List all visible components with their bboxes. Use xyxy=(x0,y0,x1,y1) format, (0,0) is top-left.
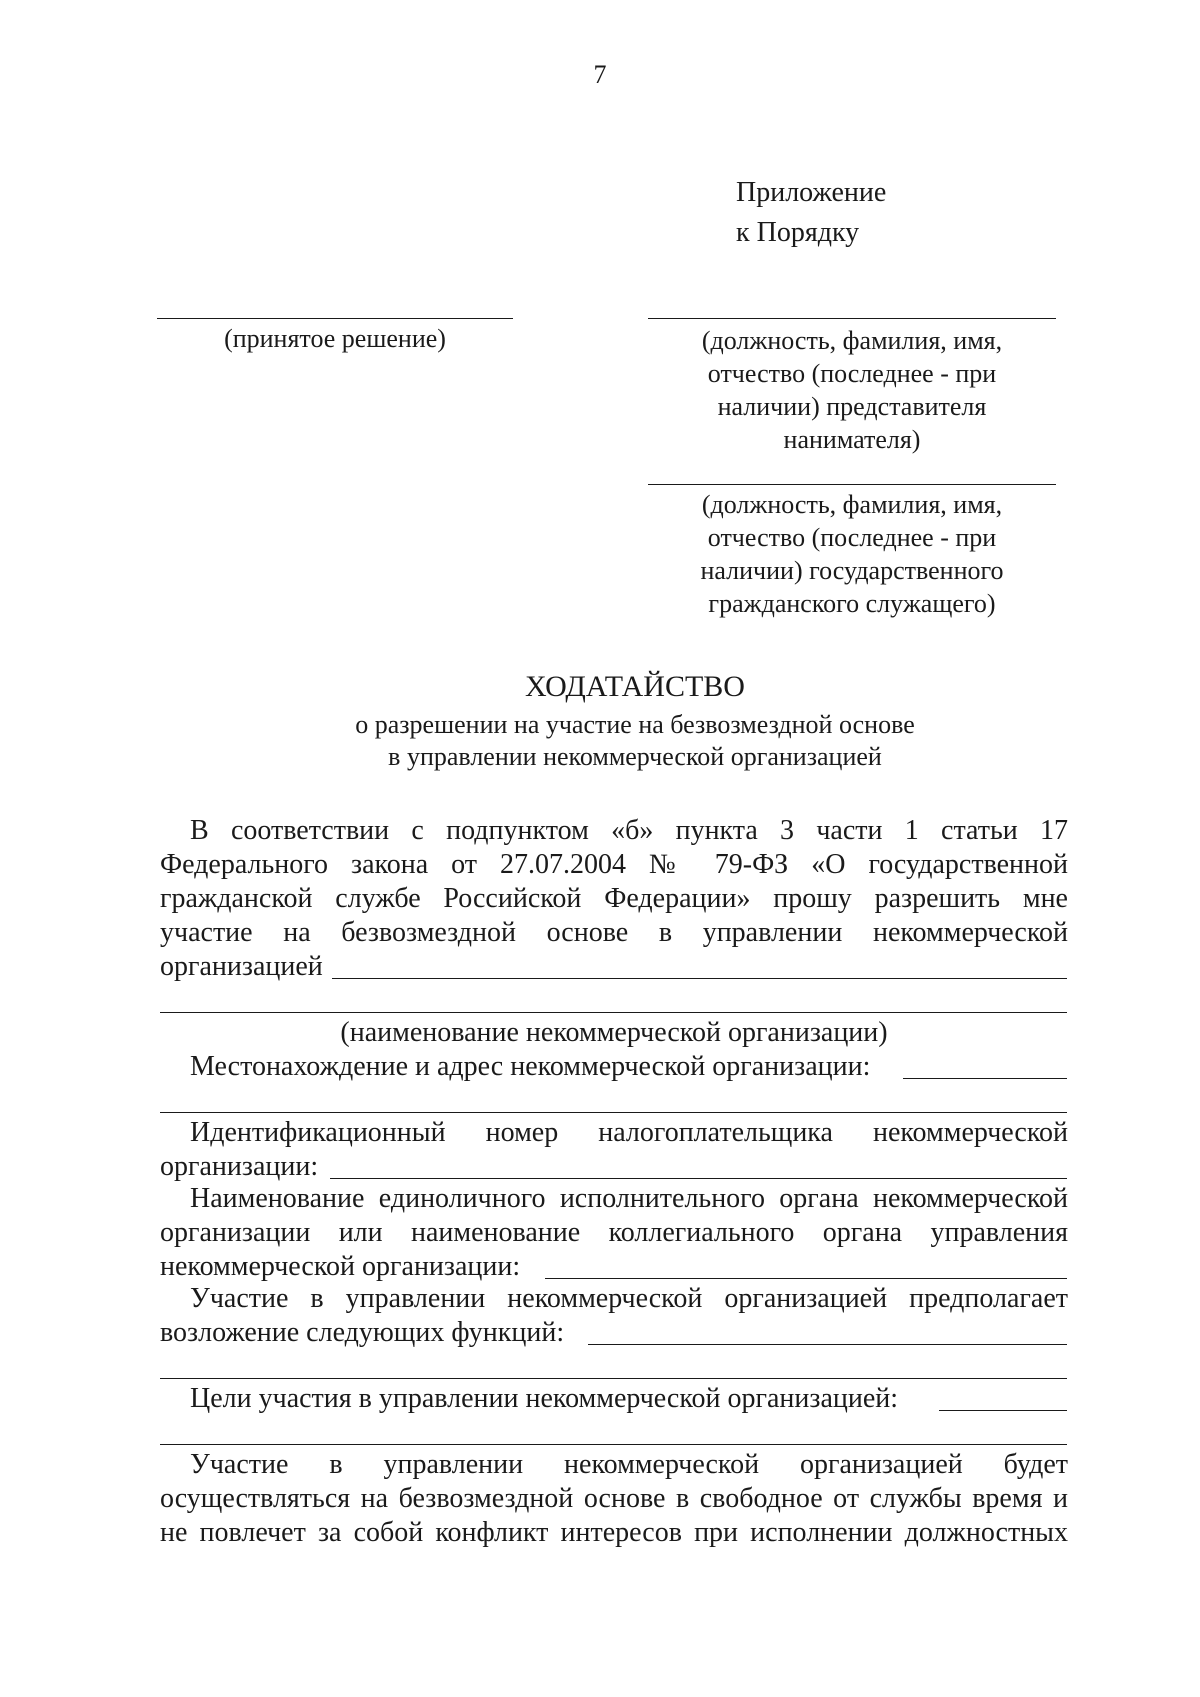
caption-line: отчество (последнее - при xyxy=(707,359,997,388)
body-line: Федерального закона от 27.07.2004 № 79-ФЗ «О государственной xyxy=(160,849,1068,880)
address-label: Местонахождение и адрес некоммерческой организации: xyxy=(190,1051,871,1082)
representative-caption xyxy=(640,324,1064,456)
servant-line xyxy=(648,484,1056,485)
body-line: организацией xyxy=(160,951,323,982)
body-line: некоммерческой организации: xyxy=(160,1251,521,1282)
body-line: возложение следующих функций: xyxy=(160,1317,565,1348)
functions-field-continued xyxy=(160,1378,1067,1379)
document-title: ХОДАТАЙСТВО xyxy=(525,670,745,703)
document-subtitle-1: о разрешении на участие на безвозмездной основе xyxy=(355,710,915,739)
caption-line: нанимателя) xyxy=(783,425,921,454)
decision-caption: (принятое решение) xyxy=(224,324,446,353)
caption-line: отчество (последнее - при xyxy=(707,523,997,552)
inn-label: Идентификационный номер налогоплательщика некоммерческой xyxy=(190,1117,1068,1148)
org-name-field-continued xyxy=(160,1012,1067,1013)
appendix-title: Приложение xyxy=(736,177,887,208)
caption-line: наличии) государственного xyxy=(700,556,1004,585)
body-line: не повлечет за собой конфликт интересов при исполнении должностных xyxy=(160,1517,1068,1548)
org-name-caption: (наименование некоммерческой организации) xyxy=(340,1017,888,1048)
goals-field xyxy=(939,1410,1067,1411)
representative-line xyxy=(648,318,1056,319)
functions-field xyxy=(588,1344,1067,1345)
goals-label: Цели участия в управлении некоммерческой организацией: xyxy=(190,1383,899,1414)
caption-line: гражданского служащего) xyxy=(708,589,996,618)
body-line: участие на безвозмездной основе в управлении некоммерческой xyxy=(160,917,1068,948)
goals-field-continued xyxy=(160,1444,1067,1445)
address-field xyxy=(903,1078,1067,1079)
org-name-field xyxy=(332,978,1067,979)
decision-line xyxy=(157,318,513,319)
address-field-continued xyxy=(160,1112,1067,1113)
body-line: организации или наименование коллегиального органа управления xyxy=(160,1217,1068,1248)
inn-field xyxy=(330,1178,1067,1179)
body-line: гражданской службе Российской Федерации» прошу разрешить мне xyxy=(160,883,1068,914)
caption-line: (должность, фамилия, имя, xyxy=(701,326,1003,355)
page-number: 7 xyxy=(593,60,607,89)
caption-line: (должность, фамилия, имя, xyxy=(701,490,1003,519)
body-line: осуществляться на безвозмездной основе в свободное от службы время и xyxy=(160,1483,1068,1514)
exec-body-field xyxy=(545,1278,1067,1279)
body-line: Участие в управлении некоммерческой организацией будет xyxy=(190,1449,1068,1480)
body-line: В соответствии с подпунктом «б» пункта 3 части 1 статьи 17 xyxy=(190,815,1068,846)
appendix-subtitle: к Порядку xyxy=(736,217,860,248)
inn-label-continued: организации: xyxy=(160,1151,319,1182)
caption-line: наличии) представителя xyxy=(717,392,987,421)
body-line: Наименование единоличного исполнительного органа некоммерческой xyxy=(190,1183,1068,1214)
document-subtitle-2: в управлении некоммерческой организацией xyxy=(388,742,882,771)
body-line: Участие в управлении некоммерческой организацией предполагает xyxy=(190,1283,1068,1314)
servant-caption xyxy=(640,488,1064,620)
